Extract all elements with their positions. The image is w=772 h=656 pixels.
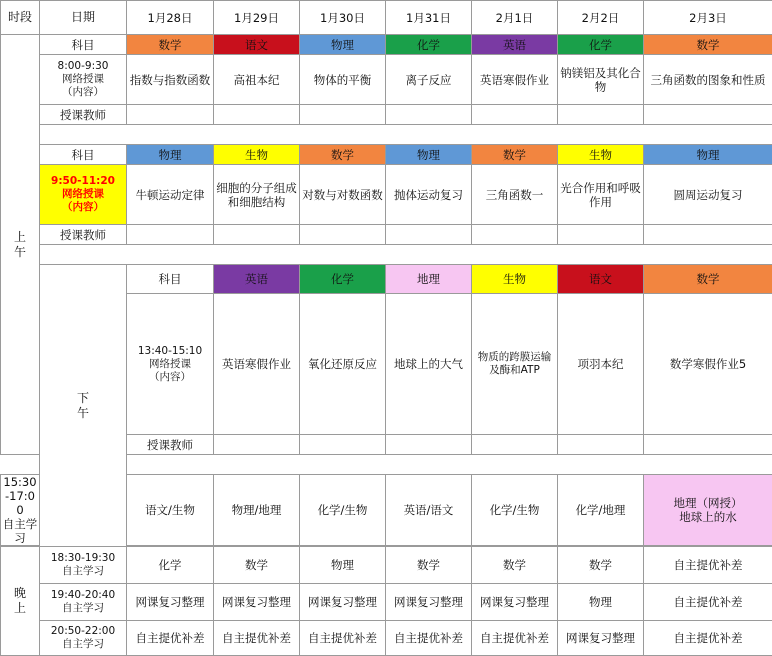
subject-label: 科目 <box>127 265 214 294</box>
content-cell-geo: 地理（网授） 地球上的水 <box>644 475 772 546</box>
subject-cell: 生物 <box>472 265 558 294</box>
subject-cell: 生物 <box>558 145 644 165</box>
content-cell: 物理 <box>558 584 644 621</box>
ev1-row <box>1 547 772 584</box>
content-cell: 对数与对数函数 <box>300 165 386 225</box>
content-cell: 高祖本纪 <box>214 55 300 105</box>
am2-teacher-row <box>1 225 772 245</box>
subject-cell: 物理 <box>386 145 472 165</box>
content-cell: 自主提优补差 <box>644 547 772 584</box>
content-cell: 网课复习整理 <box>214 584 300 621</box>
content-cell: 自主提优补差 <box>472 621 558 656</box>
content-cell: 三角函数的图象和性质 <box>644 55 772 105</box>
spacer-row <box>1 245 772 265</box>
content-cell: 自主提优补差 <box>214 621 300 656</box>
spacer-row <box>1 455 772 475</box>
content-cell: 数学 <box>558 547 644 584</box>
content-cell: 自主提优补差 <box>127 621 214 656</box>
time-cell: 15:30-17:00 自主学习 <box>1 475 40 546</box>
date-cell: 2月3日 <box>644 1 772 35</box>
date-cell: 2月2日 <box>558 1 644 35</box>
content-cell: 项羽本纪 <box>558 294 644 435</box>
section-evening: 晚 上 <box>1 547 40 656</box>
content-cell: 化学/生物 <box>472 475 558 546</box>
spacer-row <box>1 125 772 145</box>
subject-cell: 化学 <box>300 265 386 294</box>
teacher-label: 授课教师 <box>127 435 214 455</box>
content-cell: 自主提优补差 <box>300 621 386 656</box>
subject-cell: 物理 <box>644 145 772 165</box>
date-cell: 1月30日 <box>300 1 386 35</box>
am1-subject-row <box>1 35 772 55</box>
content-cell: 指数与指数函数 <box>127 55 214 105</box>
content-cell: 英语寒假作业 <box>472 55 558 105</box>
subject-cell: 语文 <box>214 35 300 55</box>
date-cell: 1月29日 <box>214 1 300 35</box>
content-cell: 数学 <box>386 547 472 584</box>
time-cell: 13:40-15:10 网络授课 （内容） <box>127 294 214 435</box>
content-cell: 抛体运动复习 <box>386 165 472 225</box>
subject-cell: 物理 <box>127 145 214 165</box>
date-cell: 1月28日 <box>127 1 214 35</box>
time-cell-highlighted: 9:50-11:20 网络授课 （内容） <box>40 165 127 225</box>
subject-cell: 化学 <box>386 35 472 55</box>
content-cell: 化学 <box>127 547 214 584</box>
content-cell: 英语寒假作业 <box>214 294 300 435</box>
time-cell: 19:40-20:40 自主学习 <box>40 584 127 621</box>
content-cell: 数学 <box>472 547 558 584</box>
content-cell: 圆周运动复习 <box>644 165 772 225</box>
content-cell: 自主提优补差 <box>644 584 772 621</box>
am1-teacher-row <box>1 105 772 125</box>
content-cell: 网课复习整理 <box>558 621 644 656</box>
content-cell: 网课复习整理 <box>300 584 386 621</box>
subject-cell: 英语 <box>214 265 300 294</box>
content-cell: 物理/地理 <box>214 475 300 546</box>
content-cell: 数学寒假作业5 <box>644 294 772 435</box>
header-date: 日期 <box>40 1 127 35</box>
time-cell: 20:50-22:00 自主学习 <box>40 621 127 656</box>
teacher-label: 授课教师 <box>40 105 127 125</box>
subject-label: 科目 <box>40 145 127 165</box>
content-cell: 自主提优补差 <box>386 621 472 656</box>
am1-content-row <box>1 55 772 105</box>
header-period: 时段 <box>1 1 40 35</box>
subject-cell: 数学 <box>644 35 772 55</box>
am2-content-row <box>1 165 772 225</box>
content-cell: 钠镁铝及其化合物 <box>558 55 644 105</box>
content-cell: 物体的平衡 <box>300 55 386 105</box>
content-cell: 光合作用和呼吸作用 <box>558 165 644 225</box>
subject-cell: 英语 <box>472 35 558 55</box>
content-cell: 物质的跨膜运输及酶和ATP <box>472 294 558 435</box>
subject-cell: 数学 <box>644 265 772 294</box>
teacher-label: 授课教师 <box>40 225 127 245</box>
content-cell: 化学/地理 <box>558 475 644 546</box>
content-cell: 三角函数一 <box>472 165 558 225</box>
content-cell: 离子反应 <box>386 55 472 105</box>
content-cell: 网课复习整理 <box>386 584 472 621</box>
content-cell: 网课复习整理 <box>472 584 558 621</box>
date-cell: 2月1日 <box>472 1 558 35</box>
subject-cell: 地理 <box>386 265 472 294</box>
subject-cell: 物理 <box>300 35 386 55</box>
time-cell: 8:00-9:30 网络授课 （内容） <box>40 55 127 105</box>
subject-label: 科目 <box>40 35 127 55</box>
date-cell: 1月31日 <box>386 1 472 35</box>
ev2-row <box>1 584 772 621</box>
section-afternoon: 下 午 <box>40 265 127 547</box>
content-cell: 细胞的分子组成和细胞结构 <box>214 165 300 225</box>
content-cell: 地球上的大气 <box>386 294 472 435</box>
content-cell: 英语/语文 <box>386 475 472 546</box>
content-cell: 化学/生物 <box>300 475 386 546</box>
content-cell: 物理 <box>300 547 386 584</box>
content-cell: 语文/生物 <box>127 475 214 546</box>
subject-cell: 数学 <box>300 145 386 165</box>
content-cell: 氧化还原反应 <box>300 294 386 435</box>
content-cell: 牛顿运动定律 <box>127 165 214 225</box>
time-cell: 18:30-19:30 自主学习 <box>40 547 127 584</box>
subject-cell: 数学 <box>127 35 214 55</box>
subject-cell: 生物 <box>214 145 300 165</box>
content-cell: 自主提优补差 <box>644 621 772 656</box>
content-cell: 网课复习整理 <box>127 584 214 621</box>
header-row <box>1 1 772 35</box>
pm1-subject-row <box>1 265 772 294</box>
subject-cell: 语文 <box>558 265 644 294</box>
am2-subject-row <box>1 145 772 165</box>
subject-cell: 化学 <box>558 35 644 55</box>
section-morning: 上 午 <box>1 35 40 455</box>
subject-cell: 数学 <box>472 145 558 165</box>
ev3-row <box>1 621 772 656</box>
content-cell: 数学 <box>214 547 300 584</box>
